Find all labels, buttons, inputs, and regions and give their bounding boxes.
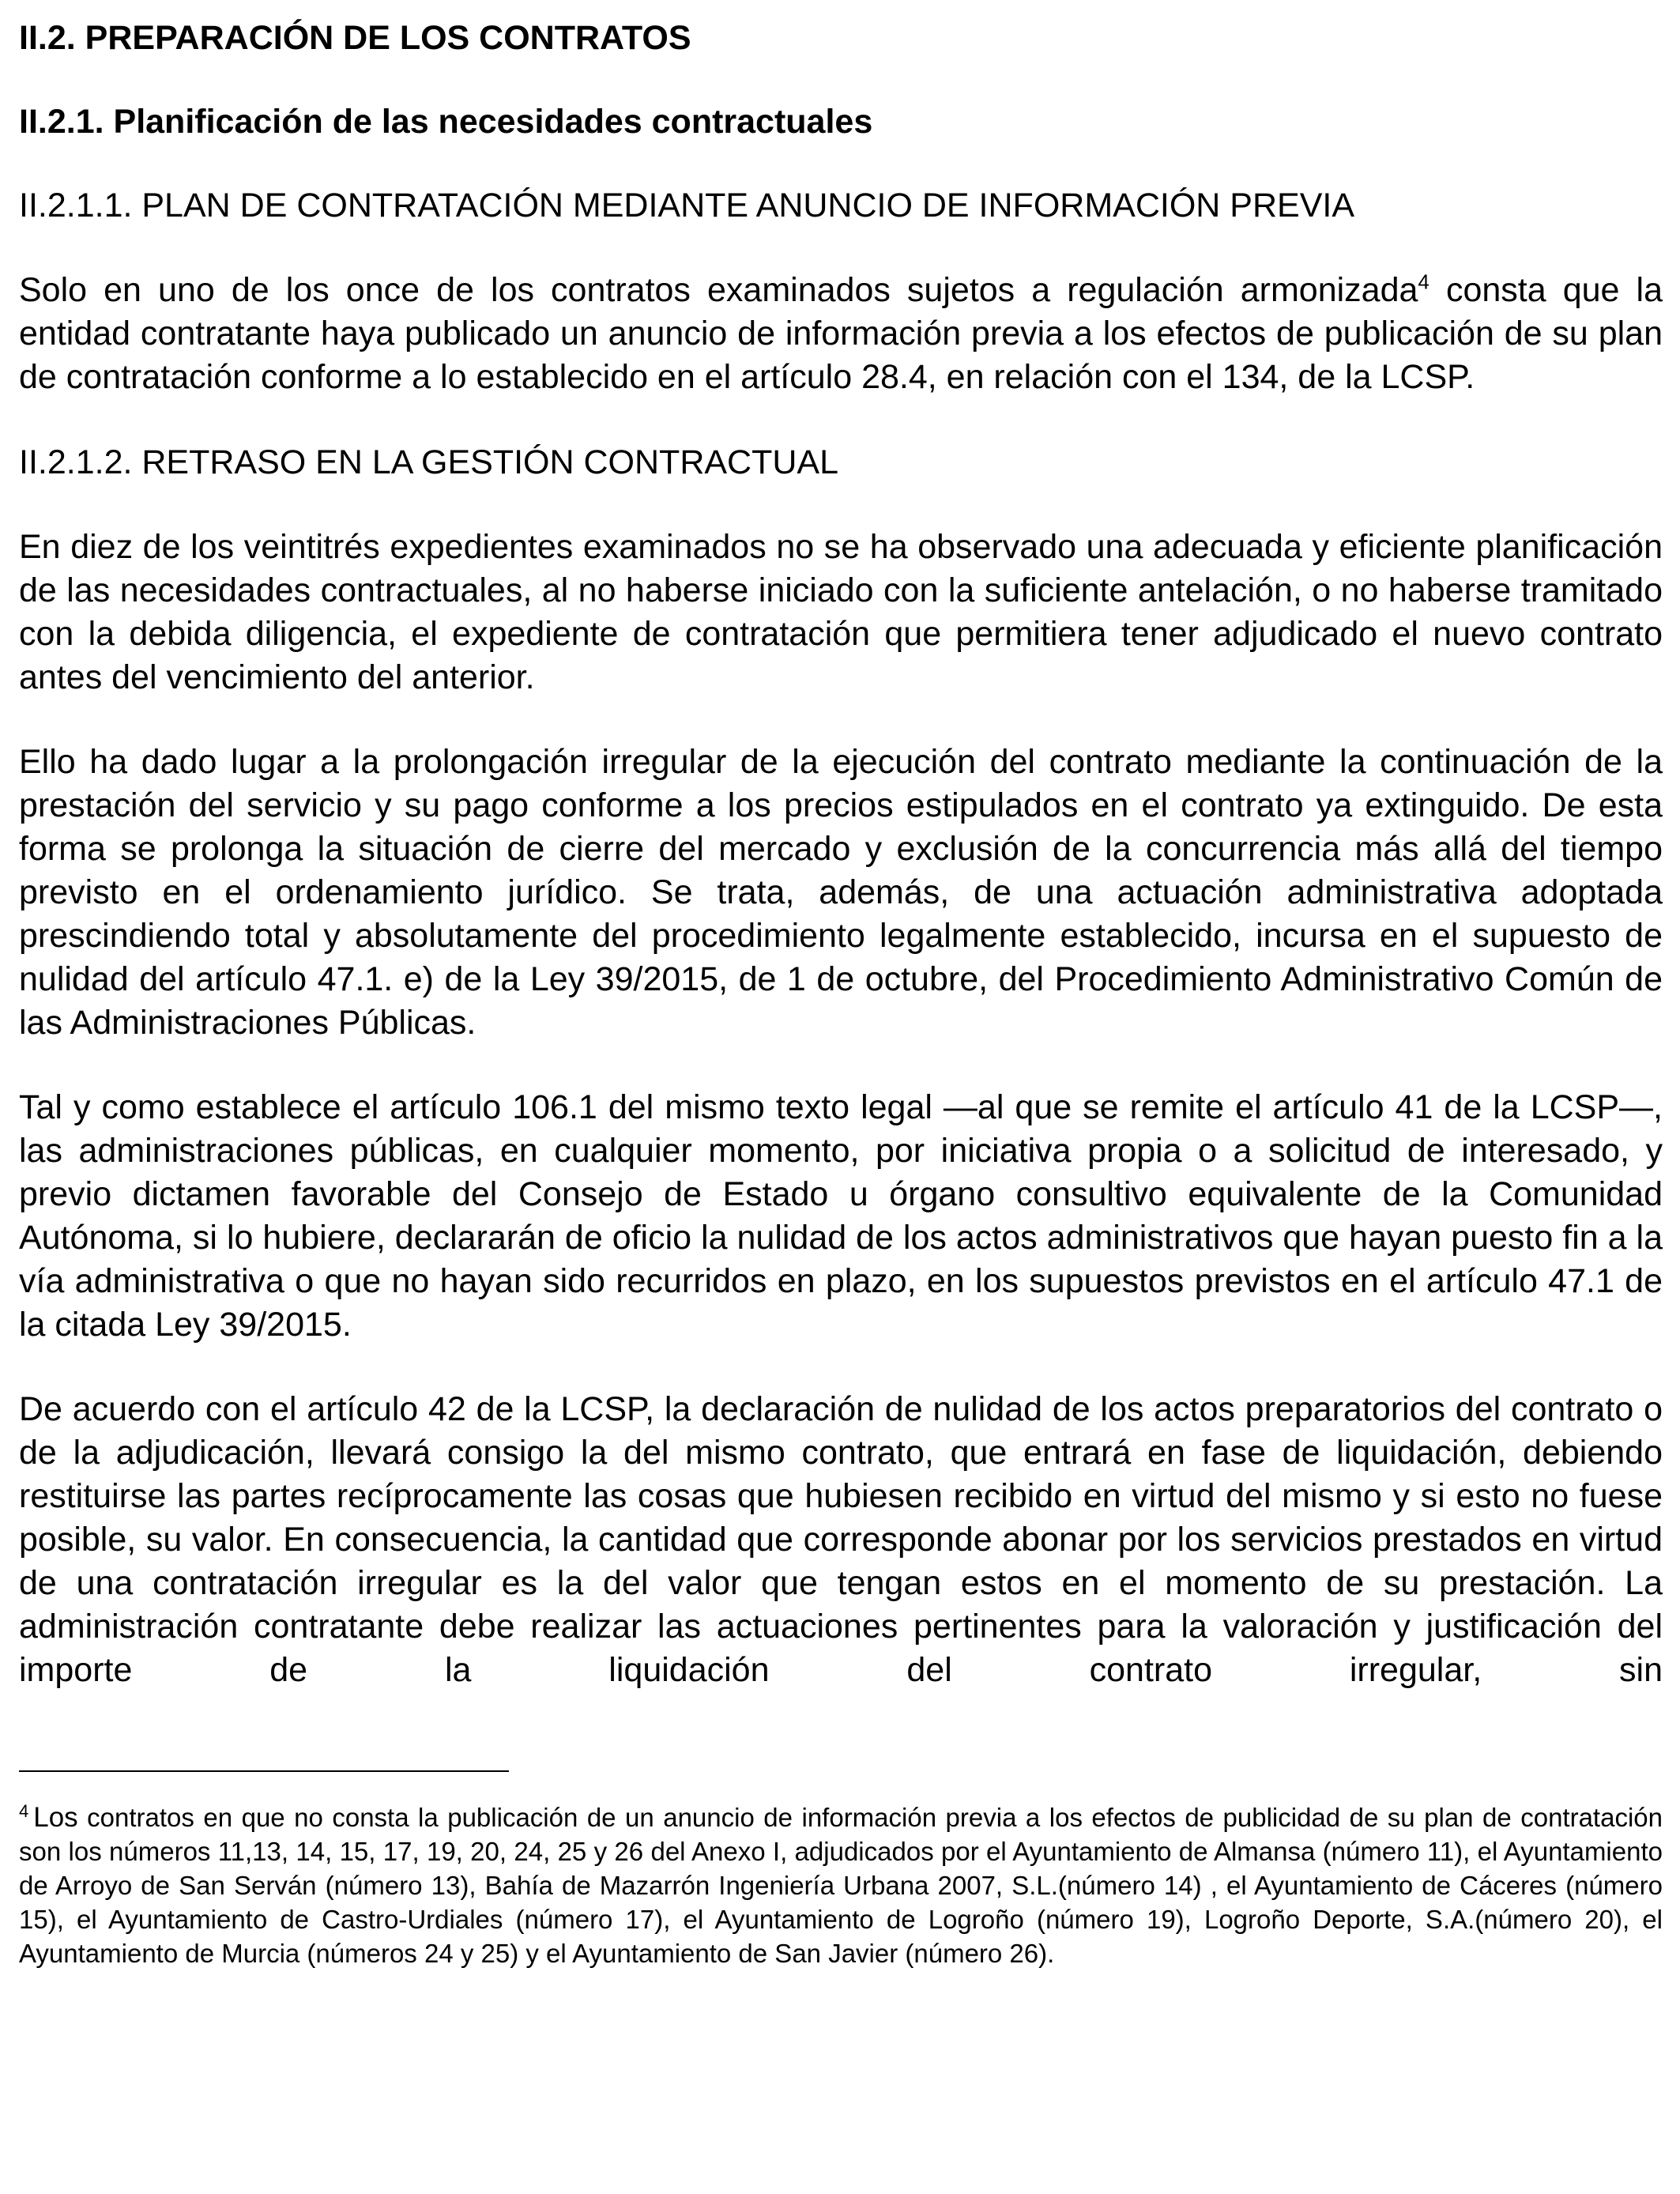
paragraph-liquidacion: De acuerdo con el artículo 42 de la LCSP, la declaración de nulidad de los actos preparatorios del contrato o de la adjudicación, llevará consigo la del mismo contrato, que entrará en fase de liquidación, debiendo restituirse las partes recíprocamente las cosas que hubiesen recibido en virtud del mismo y si esto no fuese posible, su valor. En consecuencia, la cantidad que corresponde abonar por los servicios prestados en virtud de una contratación irregular es la del valor que tengan estos en el momento de su prestación. La administración contratante debe realizar las actuaciones pertinentes para la valoración y justificación del importe de la liquidación del contrato irregular, sin xyxy=(19,1390,1663,1689)
paragraph-prolongacion: Ello ha dado lugar a la prolongación irregular de la ejecución del contrato mediante la continuación de la prestación del servicio y su pago conforme a los precios estipulados en el contrato ya extinguido. De esta forma se prolonga la situación de cierre del mercado y exclusión de la concurrencia más allá del tiempo previsto en el ordenamiento jurídico. Se trata, además, de una actuación administrativa adoptada prescindiendo total y absolutamente del procedimiento legalmente establecido, incursa en el supuesto de nulidad del artículo 47.1. e) de la Ley 39/2015, de 1 de octubre, del Procedimiento Administrativo Común de las Administraciones Públicas. xyxy=(19,743,1663,1042)
paragraph-nulidad: Tal y como establece el artículo 106.1 del mismo texto legal —al que se remite el artículo 41 de la LCSP—, las administraciones públicas, en cualquier momento, por iniciativa propia o a solicitud de interesado, y previo dictamen favorable del Consejo de Estado u órgano consultivo equivalente de la Comunidad Autónoma, si lo hubiere, declararán de oficio la nulidad de los actos administrativos que hayan puesto fin a la vía administrativa o que no hayan sido recurridos en plazo, en los supuestos previstos en el artículo 47.1 de la citada Ley 39/2015. xyxy=(19,1088,1663,1344)
subsubsection-heading-retraso: II.2.1.2. RETRASO EN LA GESTIÓN CONTRACTUAL xyxy=(19,443,839,481)
footnote-reference[interactable]: 4 xyxy=(1418,270,1430,294)
footnote-first-word: Los xyxy=(33,1802,78,1833)
footnote-text: contratos en que no consta la publicación de un anuncio de información previa a los efectos de publicidad de su plan de contratación son los números 11,13, 14, 15, 17, 19, 20, 24, 25 y 26 del Anexo I, adjudicados por el Ayuntamiento de Almansa (número 11), el Ayuntamiento de Arroyo de San Serván (número 13), Bahía de Mazarrón Ingeniería Urbana 2007, S.L.(número 14) , el Ayuntamiento de Cáceres (número 15), el Ayuntamiento de Castro-Urdiales (número 17), el Ayuntamiento de Logroño (número 19), Logroño Deporte, S.A.(número 20), el Ayuntamiento de Murcia (números 24 y 25) y el Ayuntamiento de San Javier (número 26). xyxy=(19,1803,1663,1968)
footnote-separator xyxy=(19,1770,509,1772)
footnote xyxy=(19,1800,1663,1970)
paragraph-retraso: En diez de los veintitrés expedientes examinados no se ha observado una adecuada y eficiente planificación de las necesidades contractuales, al no haberse iniciado con la suficiente antelación, o no haberse tramitado con la debida diligencia, el expediente de contratación que permitiera tener adjudicado el nuevo contrato antes del vencimiento del anterior. xyxy=(19,528,1663,696)
paragraph-plan-text-1: Solo en uno de los once de los contratos examinados sujetos a regulación armonizada xyxy=(19,271,1418,309)
footnote-mark: 4 xyxy=(19,1801,29,1821)
section-heading: II.2. PREPARACIÓN DE LOS CONTRATOS xyxy=(19,19,691,57)
document-body xyxy=(19,16,1663,1692)
subsubsection-heading-plan: II.2.1.1. PLAN DE CONTRATACIÓN MEDIANTE ANUNCIO DE INFORMACIÓN PREVIA xyxy=(19,187,1354,224)
paragraph-plan-text-2: consta que la entidad contratante haya publicado un anuncio de información previa a los efectos de publicación de su plan de contratación conforme a lo establecido en el artículo 28.4, en relación con el 134, de la LCSP. xyxy=(19,271,1663,396)
subsection-heading: II.2.1. Planificación de las necesidades contractuales xyxy=(19,103,873,141)
paragraph-plan xyxy=(19,269,1663,399)
